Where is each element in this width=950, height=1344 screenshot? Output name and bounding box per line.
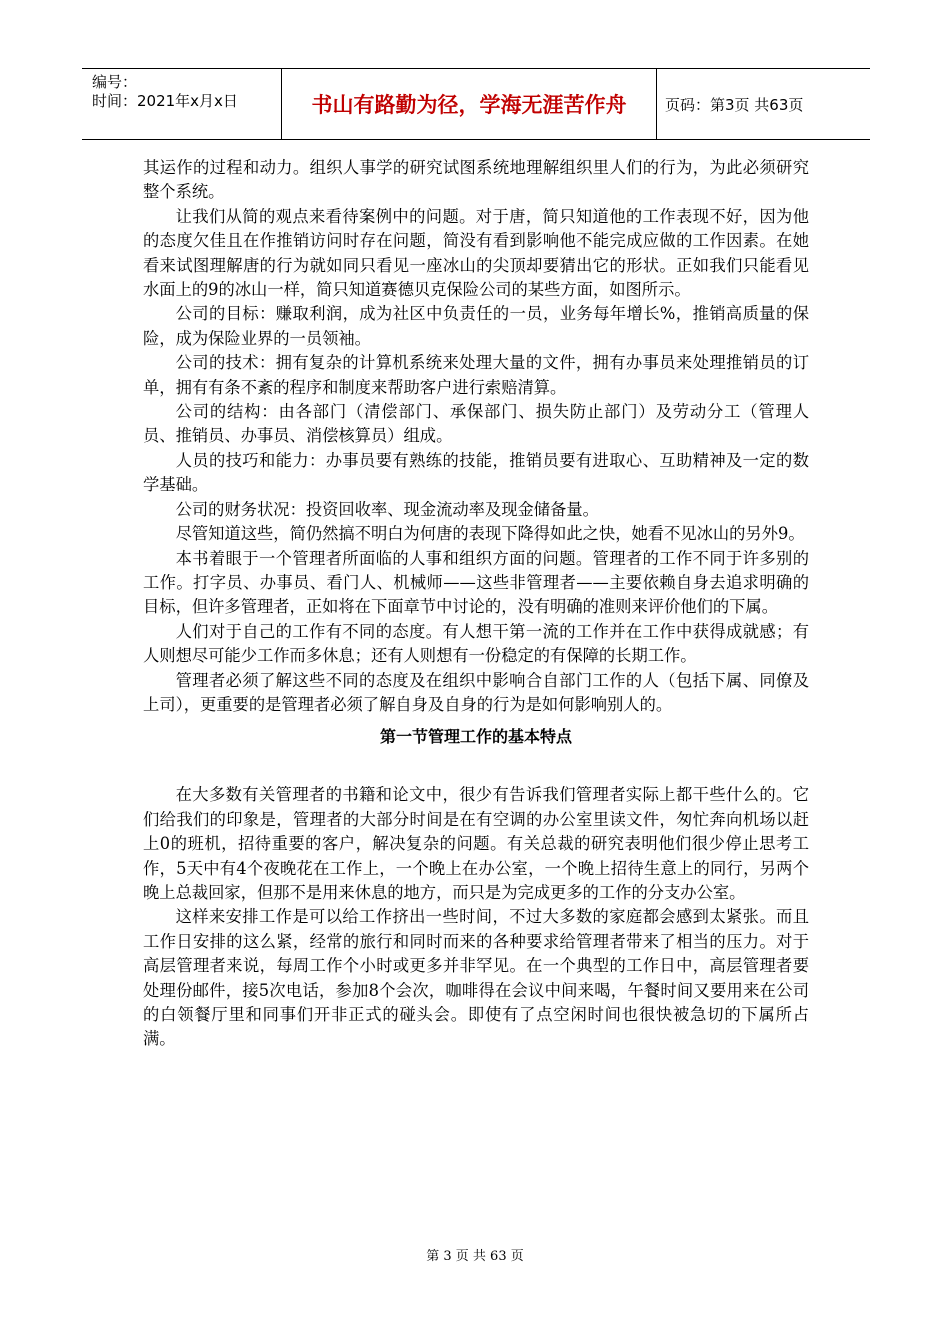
paragraph: 人们对于自己的工作有不同的态度。有人想干第一流的工作并在工作中获得成就感；有人则想尽可能少工作而多休息；还有人则想有一份稳定的有保障的长期工作。 [143, 621, 809, 666]
paragraph: 公司的技术：拥有复杂的计算机系统来处理大量的文件，拥有办事员来处理推销员的订单，拥有有条不紊的程序和制度来帮助客户进行索赔清算。 [143, 353, 809, 397]
paragraph: 本书着眼于一个管理者所面临的人事和组织方面的问题。管理者的工作不同于许多别的工作。打字员、办事员、看门人、机械师——这些非管理者——主要依赖自身去追求明确的目标，但许多管理者，正如将在下面章节中讨论的，没有明确的准则来评价他们的下属。 [143, 548, 809, 617]
document-time-label: 时间：2021年x月x日 [92, 92, 238, 110]
paragraph: 让我们从简的观点来看待案例中的问题。对于唐，简只知道他的工作表现不好，因为他的态度欠佳且在作推销访问时存在问题，简没有看到影响他不能完成应做的工作因素。在她看来试图理解唐的行为就如同只看见一座冰山的尖顶却要猜出它的形状。正如我们只能看见水面上的9的冰山一样，简只知道赛德贝克保险公司的某些方面，如图所示。 [143, 206, 809, 300]
section-title: 第一节管理工作的基本特点 [379, 727, 572, 747]
paragraph: 公司的目标：赚取利润，成为社区中负责任的一员，业务每年增长%，推销高质量的保险，成为保险业界的一员领袖。 [143, 304, 809, 348]
paragraph: 管理者必须了解这些不同的态度及在组织中影响合自部门工作的人（包括下属、同僚及上司），更重要的是管理者必须了解自身及自身的行为是如何影响别人的。 [143, 670, 809, 714]
paragraph: 其运作的过程和动力。组织人事学的研究试图系统地理解组织里人们的行为，为此必须研究整个系统。 [143, 158, 809, 202]
paragraph: 在大多数有关管理者的书籍和论文中，很少有告诉我们管理者实际上都干些什么的。它们给我们的印象是，管理者的大部分时间是在有空调的办公室里读文件，匆忙奔向机场以赶上0的班机，招待重要的客户，解决复杂的问题。有关总裁的研究表明他们很少停止思考工作，5天中有4个夜晚花在工作上，一个晚上在办公室，一个晚上招待生意上的同行，另两个晚上总裁回家，但那不是用来休息的地方，而只是为完成更多的工作的分支办公室。 [143, 785, 809, 902]
document-number-label: 编号： [92, 73, 138, 91]
page-header [82, 68, 870, 140]
paragraph: 这样来安排工作是可以给工作挤出一些时间，不过大多数的家庭都会感到太紧张。而且工作日安排的这么紧，经常的旅行和同时而来的各种要求给管理者带来了相当的压力。对于高层管理者来说，每周工作个小时或更多并非罕见。在一个典型的工作日中，高层管理者要处理份邮件，接5次电话，参加8个会次，咖啡得在会议中间来喝，午餐时间又要用来在公司的白领餐厅里和同事们开非正式的碰头会。即使有了点空闲时间也很快被急切的下属所占满。 [143, 907, 809, 1049]
paragraph: 尽管知道这些，简仍然搞不明白为何唐的表现下降得如此之快，她看不见冰山的另外9。 [175, 524, 805, 544]
document-body [143, 156, 809, 1052]
header-page-info: 页码：第3页 共63页 [665, 95, 804, 114]
paragraph: 公司的财务状况：投资回收率、现金流动率及现金储备量。 [175, 499, 599, 519]
paragraph: 人员的技巧和能力：办事员要有熟练的技能，推销员要有进取心、互助精神及一定的数学基础。 [143, 450, 809, 495]
header-motto: 书山有路勤为径，学海无涯苦作舟 [282, 69, 657, 139]
header-meta [82, 69, 282, 139]
page-footer: 第 3 页 共 63 页 [426, 1249, 524, 1264]
paragraph: 公司的结构：由各部门（清偿部门、承保部门、损失防止部门）及劳动分工（管理人员、推销员、办事员、消偿核算员）组成。 [143, 402, 809, 446]
